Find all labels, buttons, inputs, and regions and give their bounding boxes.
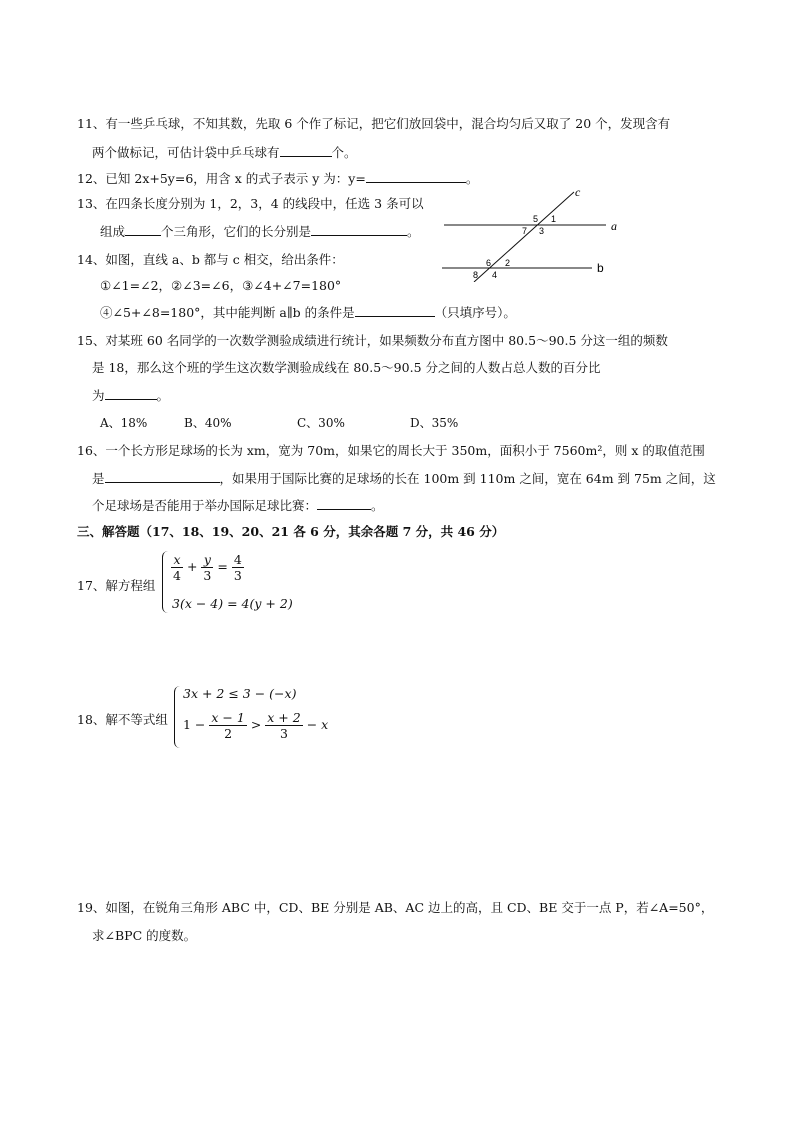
label-b: b [597, 261, 604, 275]
q14-line1: 14、如图，直线 a、b 都与 c 相交，给出条件： [77, 252, 344, 267]
q13-count-blank[interactable] [125, 223, 161, 236]
q17-label: 17、解方程组 [77, 578, 156, 593]
q11-line1: 11、有一些乒乓球，不知其数，先取 6 个作了标记，把它们放回袋中，混合均匀后又取了 20 个，发现含有 [77, 116, 671, 131]
q14-line3 [100, 304, 516, 321]
q11-line2 [92, 144, 357, 161]
q15-option-b[interactable]: B、40% [184, 416, 232, 430]
q19-line1: 19、如图，在锐角三角形 ABC 中，CD、BE 分别是 AB、AC 边上的高，且 CD、BE 交于一点 P，若∠A=50°， [77, 900, 714, 915]
q18-label: 18、解不等式组 [77, 712, 168, 727]
q13-text-a: 组成 [100, 224, 126, 239]
q15-option-c[interactable]: C、30% [297, 416, 345, 430]
q16-line2 [92, 470, 716, 487]
q18-num2: x + 2 [267, 710, 301, 725]
angle-label-2: 2 [505, 258, 511, 268]
q17-brace [162, 551, 169, 613]
q14-line2: ①∠1=∠2，②∠3=∠6，③∠4+∠7=180° [100, 278, 342, 293]
q18-gt: > [250, 717, 262, 732]
q19-line2: 求∠BPC 的度数。 [92, 928, 197, 943]
angle-label-7: 7 [522, 226, 528, 236]
q17-d3: 3 [233, 568, 242, 583]
q17-equation-2: 3(x − 4) = 4(y + 2) [172, 596, 293, 611]
q18-one: 1 − [183, 717, 206, 732]
angle-label-6: 6 [486, 258, 492, 268]
q13-lengths-blank[interactable] [311, 223, 407, 236]
q16-text-c: 个足球场是否能用于举办国际足球比赛： [92, 498, 318, 513]
q16-text-d: 。 [371, 498, 384, 513]
q18-inequality-1: 3x + 2 ≤ 3 − (−x) [183, 686, 297, 701]
q16-line1: 16、一个长方形足球场的长为 xm，宽为 70m，如果它的周长大于 350m，面积小于 7560m²，则 x 的取值范围 [77, 443, 705, 458]
q13-line2 [100, 223, 420, 240]
q18-den1: 2 [224, 726, 233, 741]
q18-brace [174, 686, 181, 748]
label-a: a [611, 219, 617, 233]
q16-range-blank[interactable] [105, 470, 220, 483]
q16-text-b: ，如果用于国际比赛的足球场的长在 100m 到 110m 之间，宽在 64m 到 75m 之间，这 [219, 471, 716, 486]
label-c: c [575, 185, 581, 199]
q14-answer-blank[interactable] [355, 304, 435, 317]
q15-answer-blank[interactable] [105, 387, 157, 400]
q15-text-a: 为 [92, 388, 105, 403]
q17-d1: 4 [173, 568, 181, 583]
parallel-lines-figure [440, 182, 630, 282]
angle-label-1: 1 [551, 214, 557, 224]
section3-title: 三、解答题（17、18、19、20、21 各 6 分，其余各题 7 分，共 46 分） [77, 524, 505, 539]
q14-text-a: ④∠5+∠8=180°，其中能判断 a∥b 的条件是 [100, 305, 355, 320]
q15-line2: 是 18，那么这个班的学生这次数学测验成线在 80.5～90.5 分之间的人数占总人数的百分比 [92, 360, 601, 375]
angle-label-5: 5 [533, 214, 539, 224]
q12-line [77, 170, 478, 187]
q15-option-a[interactable]: A、18% [100, 416, 148, 430]
angle-label-3: 3 [539, 226, 545, 236]
q13-text-b: 个三角形，它们的长分别是 [161, 224, 312, 239]
q12-text-b: 。 [465, 171, 479, 186]
q12-text-a: 12、已知 2x+5y=6，用含 x 的式子表示 y 为：y= [77, 171, 366, 186]
q15-text-b: 。 [156, 388, 170, 403]
q16-answer-blank[interactable] [317, 497, 371, 510]
q17-equation-1 [171, 552, 244, 583]
angle-label-8: 8 [473, 270, 479, 280]
q17-n: 4 [233, 552, 242, 567]
q13-line1: 13、在四条长度分别为 1，2，3，4 的线段中，任选 3 条可以 [77, 196, 424, 211]
q17-eq: = [217, 559, 228, 574]
q13-text-c: 。 [407, 224, 420, 239]
q17-plus: + [186, 559, 198, 574]
q18-num1: x − 1 [211, 710, 245, 725]
q18-den2: 3 [280, 726, 288, 741]
angle-label-4: 4 [492, 270, 498, 280]
q18-tail: − x [306, 717, 329, 732]
q15-option-d[interactable]: D、35% [410, 416, 459, 430]
q16-text-a: 是 [92, 471, 105, 486]
q11-text-b: 个。 [331, 145, 357, 160]
q15-line1: 15、对某班 60 名同学的一次数学测验成绩进行统计，如果频数分布直方图中 80.5～90.5 分这一组的频数 [77, 333, 668, 348]
q17-y: y [201, 552, 213, 568]
q11-text-a: 两个做标记，可估计袋中乒乓球有 [92, 145, 280, 160]
q11-answer-blank[interactable] [280, 144, 332, 157]
q18-inequality-2 [183, 710, 328, 741]
q15-line3 [92, 387, 169, 404]
q14-text-b: （只填序号）。 [434, 305, 516, 320]
q17-x: x [171, 552, 183, 568]
q16-line3 [92, 497, 384, 514]
q17-d2: 3 [203, 568, 212, 583]
